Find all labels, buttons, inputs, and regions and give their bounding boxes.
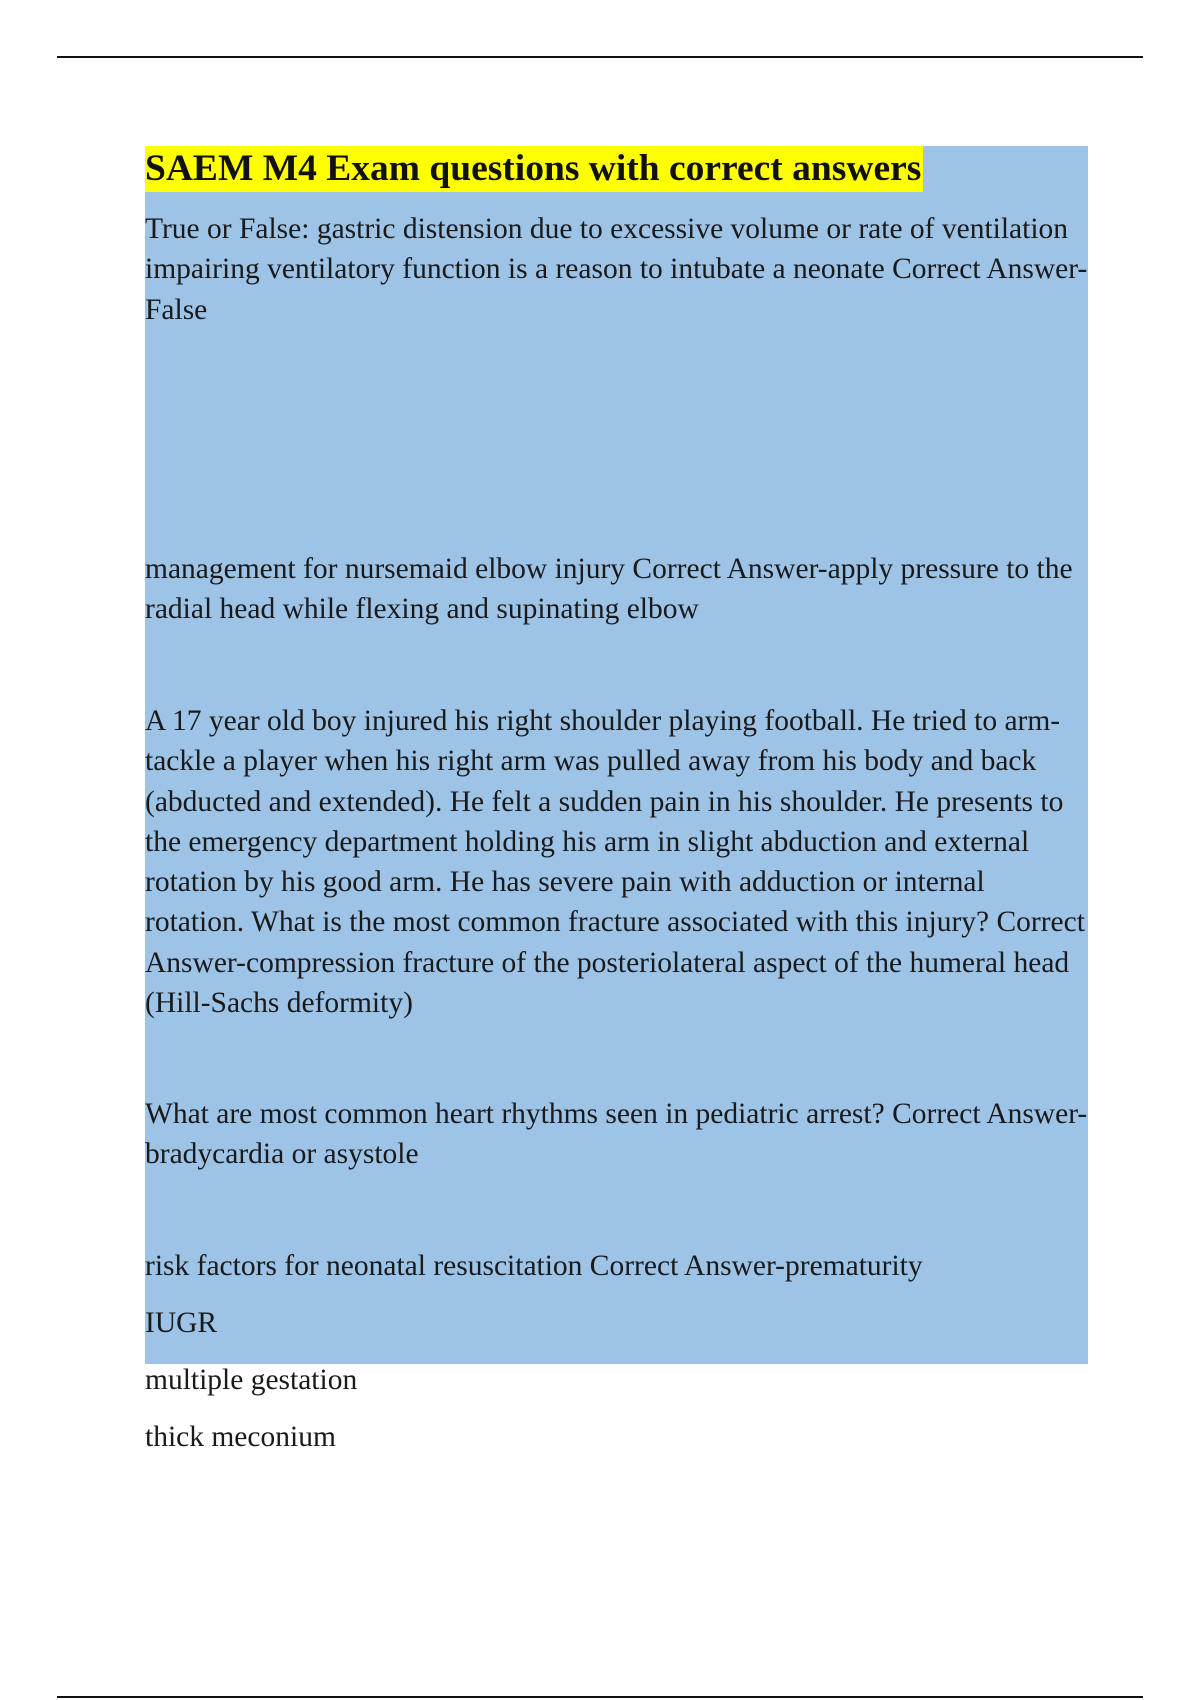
qa-item-gastric-distension: True or False: gastric distension due to excessive volume or rate of ventilation impairing ventilatory function is a reason to intubate a neonate Correct Answer-False [145, 213, 1088, 326]
qa-item-neonatal-risk-factors: risk factors for neonatal resuscitation Correct Answer-prematurity [145, 1250, 923, 1282]
qa-item-pediatric-arrest: What are most common heart rhythms seen in pediatric arrest? Correct Answer-bradycardia or asystole [145, 1098, 1088, 1171]
risk-factor-list-item: multiple gestation [145, 1364, 358, 1396]
content-block [145, 146, 1088, 1453]
qa-item-nursemaid-elbow: management for nursemaid elbow injury Correct Answer-apply pressure to the radial head while flexing and supinating elbow [145, 553, 1073, 626]
document-title: SAEM M4 Exam questions with correct answers [145, 146, 923, 192]
header-rule [57, 56, 1143, 58]
risk-factor-list-item: thick meconium [145, 1421, 336, 1453]
qa-item-shoulder-injury: A 17 year old boy injured his right shoulder playing football. He tried to arm-tackle a player when his right arm was pulled away from his body and back (abducted and extended). He felt a sudden pain in his shoulder. He presents to the emergency department holding his arm in slight abduction and external rotation by his good arm. He has severe pain with adduction or internal rotation. What is the most common fracture associated with this injury? Correct Answer-compression fracture of the posteriolateral aspect of the humeral head (Hill-Sachs deformity) [145, 705, 1085, 1020]
risk-factor-list-item: IUGR [145, 1307, 218, 1339]
footer-rule [57, 1696, 1143, 1698]
